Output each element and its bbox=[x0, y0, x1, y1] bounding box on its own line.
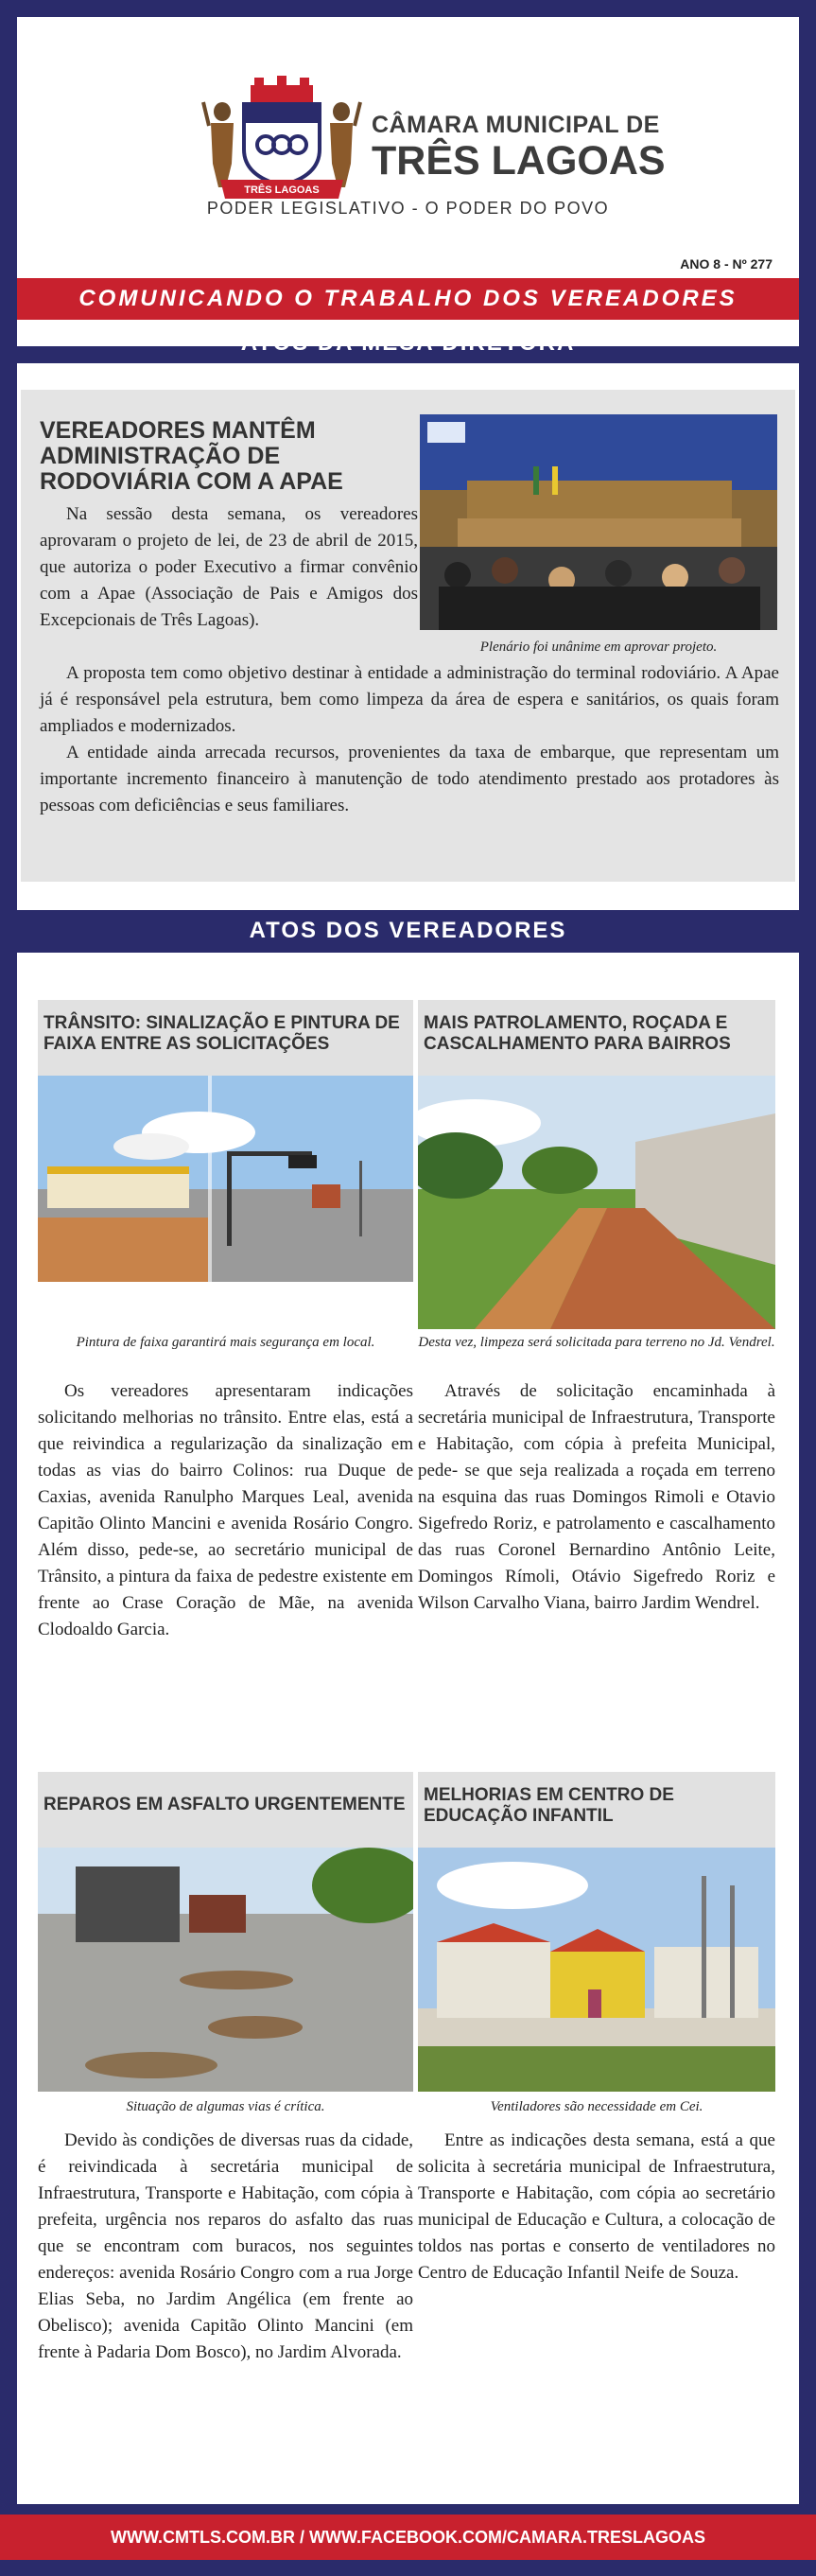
school-photo bbox=[418, 1848, 775, 2092]
title-line-3: RODOVIÁRIA COM A APAE bbox=[40, 468, 343, 495]
plenary-photo bbox=[420, 414, 777, 630]
title-line-2: ADMINISTRAÇÃO DE bbox=[40, 443, 281, 469]
mesa-paragraph-1: Na sessão desta semana, os vereadores aprovaram o projeto de lei, de 23 de abril de 2015, que autoriza o poder Executivo a firmar convênio com a Apae (Associação de Pais e Amigos dos Excepcionais de Três Lagoas). bbox=[40, 504, 418, 630]
article-asfalto-title: REPAROS EM ASFALTO URGENTEMENTE bbox=[38, 1772, 413, 1848]
dirt-road-photo bbox=[418, 1076, 775, 1329]
article-educacao-title: MELHORIAS EM CENTRO DE EDUCAÇÃO INFANTIL bbox=[418, 1772, 775, 1848]
mesa-article bbox=[21, 390, 795, 882]
article-educacao-caption: Ventiladores são necessidade em Cei. bbox=[490, 2099, 703, 2114]
article-patrolamento-title: MAIS PATROLAMENTO, ROÇADA E CASCALHAMENTO PARA BAIRROS bbox=[418, 1000, 775, 1076]
section-title-vereadores: ATOS DOS VEREADORES bbox=[249, 918, 567, 943]
mesa-paragraph-2: A proposta tem como objetivo destinar à entidade a administração do terminal rodoviário. A Apae já é responsável pela estrutura, bem como limpeza da área de espera e sanitários, os quais foram ampliados e modernizados. bbox=[40, 663, 779, 736]
banner: COMUNICANDO O TRABALHO DOS VEREADORES bbox=[17, 278, 799, 320]
edition-number: ANO 8 - Nº 277 bbox=[680, 256, 773, 272]
article-patrolamento-caption: Desta vez, limpeza será solicitada para terreno no Jd. Vendrel. bbox=[418, 1335, 775, 1350]
article-trafego-text: Os vereadores apresentaram indicações solicitando melhorias no trânsito. Entre elas, está a que reivindica a regularização da sinalização em todas as vias do bairro Colinos: rua Duque de Caxias, avenida Ranulpho Marques Leal, avenida Capitão Olinto Mancini e avenida Rosário Congro. Além disso, pede-se, ao secretário municipal de Trânsito, a pintura da faixa de pedestre existente em frente ao Crase Coração de Mãe, na avenida Clodoaldo Garcia. bbox=[38, 1381, 413, 1639]
article-patrolamento-text: Através de solicitação encaminhada à secretária municipal de Infraestrutura, Transporte e Habitação, com cópia à prefeita Municipal, pede- se que seja realizada a roçada em terreno na esquina das ruas Domingos Rimoli e Otavio Sigefredo Roriz, e patrolamento e cascalhamento das ruas Coronel Bernardino Antônio Leite, Domingos Rímoli, Otávio Sigefredo Roriz e Wilson Carvalho Viana, bairro Jardim Wendrel. bbox=[418, 1381, 775, 1613]
vereadores-panel bbox=[17, 953, 799, 2504]
tagline: PODER LEGISLATIVO - O PODER DO POVO bbox=[206, 199, 610, 218]
footer-links[interactable]: WWW.CMTLS.COM.BR / WWW.FACEBOOK.COM/CAMARA.TRESLAGOAS bbox=[0, 2515, 816, 2560]
coat-of-arms-logo bbox=[201, 74, 362, 206]
article-trafego-title: TRÂNSITO: SINALIZAÇÃO E PINTURA DE FAIXA ENTRE AS SOLICITAÇÕES bbox=[38, 1000, 413, 1076]
article-asfalto-caption: Situação de algumas vias é crítica. bbox=[126, 2099, 325, 2114]
mesa-article-title bbox=[40, 418, 418, 495]
brand-name bbox=[372, 112, 666, 182]
article-trafego-caption: Pintura de faixa garantirá mais segurança em local. bbox=[76, 1335, 375, 1350]
traffic-photo bbox=[38, 1076, 413, 1282]
logo-ribbon-text: TRÊS LAGOAS bbox=[244, 184, 320, 196]
mesa-caption: Plenário foi unânime em aprovar projeto. bbox=[479, 640, 718, 655]
mesa-paragraph-3: A entidade ainda arrecada recursos, provenientes da taxa de embarque, que representam um importante incremento financeiro à manutenção de todo atendimento prestado aos protadores às pessoas com deficiências e seus familiares. bbox=[40, 743, 779, 815]
section-title-mesa: ATOS DA MESA DIRETORA bbox=[240, 330, 576, 356]
brand-line1: CÂMARA MUNICIPAL DE bbox=[372, 112, 660, 138]
article-educacao-text: Entre as indicações desta semana, está a que solicita à secretária municipal de Infraestrutura, Transporte e Habitação, com cópia ao secretário municipal de Educação e Cultura, a colocação de toldos nas portas e conserto de ventiladores no Centro de Educação Infantil Neife de Souza. bbox=[418, 2130, 775, 2283]
article-asfalto-text: Devido às condições de diversas ruas da cidade, é reivindicada à secretária municipal de Infraestrutura, Transporte e Habitação, com cópia à prefeita, urgência nos reparos do asfalto das ruas que se encontram com buracos, nos seguintes endereços: avenida Rosário Congro com a rua Jorge Elias Seba, no Jardim Angélica (em frente ao Obelisco); avenida Capitão Olinto Mancini (em frente à Padaria Dom Bosco), no Jardim Alvorada. bbox=[38, 2130, 413, 2362]
title-line-1: VEREADORES MANTÊM bbox=[40, 417, 316, 444]
brand-line2: TRÊS LAGOAS bbox=[372, 138, 666, 184]
masthead bbox=[17, 17, 799, 346]
mesa-panel bbox=[17, 363, 799, 910]
pothole-photo bbox=[38, 1848, 413, 2092]
